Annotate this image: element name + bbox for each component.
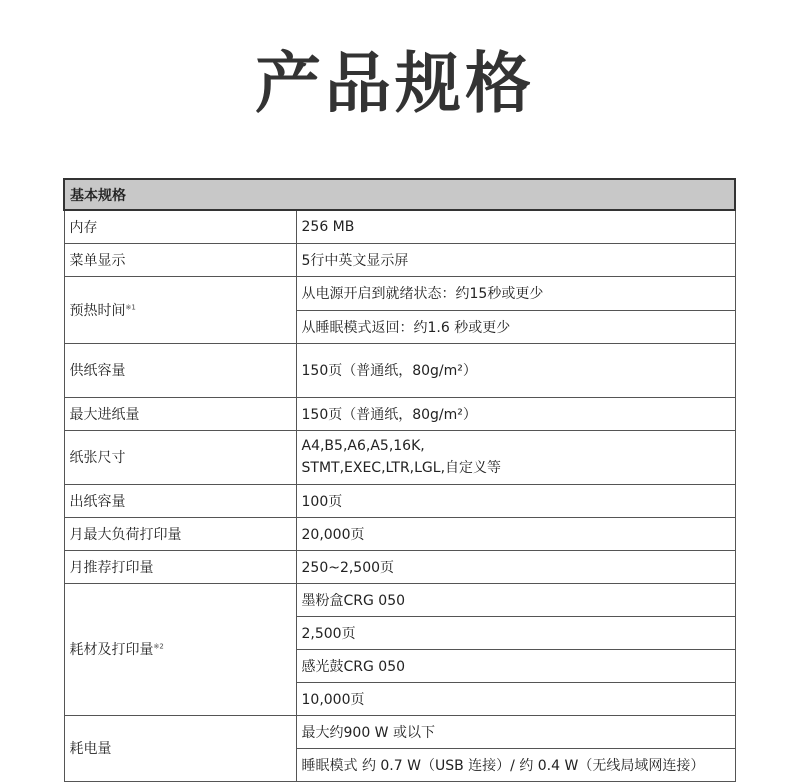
row-label <box>64 583 296 715</box>
row-value: 墨粉盒CRG 050 <box>296 583 735 616</box>
table-row <box>64 484 735 517</box>
table-row <box>64 276 735 310</box>
row-label: 月推荐打印量 <box>64 550 296 583</box>
table-row <box>64 343 735 397</box>
footnote-mark: ※2 <box>153 642 164 651</box>
row-value: 150页（普通纸，80g/m²） <box>296 397 735 430</box>
row-label: 纸张尺寸 <box>64 430 296 484</box>
row-value: 从睡眠模式返回：约1.6 秒或更少 <box>296 310 735 343</box>
row-label: 耗电量 <box>64 715 296 781</box>
table-row <box>64 430 735 484</box>
row-value: 100页 <box>296 484 735 517</box>
row-value: 150页（普通纸，80g/m²） <box>296 343 735 397</box>
row-value: 感光鼓CRG 050 <box>296 649 735 682</box>
row-value: 2,500页 <box>296 616 735 649</box>
row-label-text: 耗材及打印量 <box>69 642 154 658</box>
table-row <box>64 550 735 583</box>
table-row <box>64 715 735 748</box>
row-value: 250~2,500页 <box>296 550 735 583</box>
table-row <box>64 243 735 276</box>
row-label-text: 预热时间 <box>69 302 126 319</box>
row-value: 睡眠模式 约 0.7 W（USB 连接）/ 约 0.4 W（无线局域网连接） <box>296 748 735 781</box>
row-value-line: A4,B5,A6,A5,16K, <box>301 438 425 454</box>
table-row <box>64 397 735 430</box>
row-label: 菜单显示 <box>64 243 296 276</box>
row-label: 月最大负荷打印量 <box>64 517 296 550</box>
row-value: 10,000页 <box>296 682 735 715</box>
table-row <box>64 583 735 616</box>
row-label: 出纸容量 <box>64 484 296 517</box>
row-value-line: STMT,EXEC,LTR,LGL,自定义等 <box>301 460 502 476</box>
table-row <box>64 210 735 243</box>
row-value: 5行中英文显示屏 <box>296 243 735 276</box>
row-value: 256 MB <box>296 210 735 243</box>
table-header: 基本规格 <box>64 179 735 210</box>
row-label: 内存 <box>64 210 296 243</box>
row-label <box>64 276 296 343</box>
row-value <box>296 430 735 484</box>
footnote-mark: ※1 <box>125 302 136 311</box>
row-value: 从电源开启到就绪状态：约15秒或更少 <box>296 276 735 310</box>
table-header-row <box>64 179 735 210</box>
spec-table <box>63 178 736 782</box>
page-title: 产品规格 <box>255 45 535 122</box>
row-label: 最大进纸量 <box>64 397 296 430</box>
row-label: 供纸容量 <box>64 343 296 397</box>
row-value: 20,000页 <box>296 517 735 550</box>
row-value: 最大约900 W 或以下 <box>296 715 735 748</box>
table-row <box>64 517 735 550</box>
